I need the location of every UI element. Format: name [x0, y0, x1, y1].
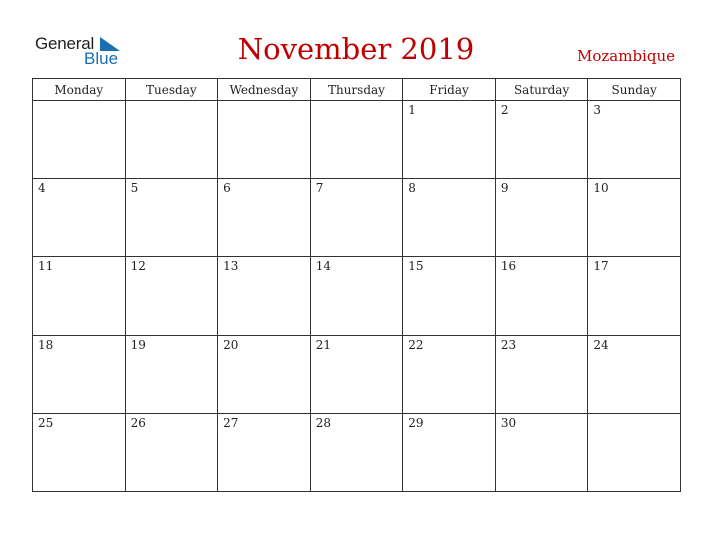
day-cell [495, 101, 588, 179]
day-cell [125, 101, 218, 179]
day-cell [33, 179, 126, 257]
day-number: 27 [223, 415, 239, 430]
day-cell [403, 101, 496, 179]
day-cell [588, 413, 681, 491]
day-cell [310, 101, 403, 179]
day-number: 22 [408, 337, 424, 352]
day-number: 20 [223, 337, 239, 352]
day-cell [588, 179, 681, 257]
day-cell [403, 413, 496, 491]
day-number: 9 [500, 181, 509, 196]
calendar-title: November 2019 [237, 32, 475, 66]
day-number [588, 414, 680, 416]
day-cell [310, 179, 403, 257]
day-number: 26 [130, 415, 146, 430]
day-cell [403, 179, 496, 257]
logo-blue-text: Blue [84, 49, 119, 68]
weekday-header: Thursday [310, 79, 403, 101]
day-number: 18 [38, 337, 54, 352]
day-number: 21 [315, 337, 331, 352]
week-row [33, 179, 681, 257]
day-number: 12 [130, 259, 146, 274]
day-number: 16 [500, 259, 517, 274]
day-number: 7 [315, 181, 324, 196]
day-number [218, 101, 310, 103]
day-number: 1 [408, 103, 416, 117]
day-cell [125, 179, 218, 257]
weekday-header: Friday [403, 79, 496, 101]
day-cell [495, 179, 588, 257]
week-row [33, 335, 681, 413]
day-cell [125, 257, 218, 335]
day-number: 2 [500, 103, 509, 117]
day-number: 23 [500, 337, 517, 352]
day-cell [218, 101, 311, 179]
day-number: 15 [408, 259, 424, 274]
weekday-header-row [33, 79, 681, 101]
day-number: 25 [38, 415, 54, 430]
day-number: 29 [408, 415, 424, 430]
day-cell [33, 101, 126, 179]
day-cell [218, 179, 311, 257]
week-row [33, 101, 681, 179]
weekday-header: Saturday [495, 79, 588, 101]
week-row [33, 413, 681, 491]
day-number [311, 101, 403, 103]
day-number: 14 [315, 259, 331, 274]
day-number: 5 [130, 181, 139, 196]
day-number [126, 101, 218, 103]
country-label: Mozambique [577, 47, 675, 65]
day-cell [218, 335, 311, 413]
day-cell [33, 335, 126, 413]
day-number: 10 [593, 181, 609, 196]
weekday-header: Monday [33, 79, 126, 101]
weekday-header: Tuesday [125, 79, 218, 101]
day-cell [588, 335, 681, 413]
day-cell [218, 257, 311, 335]
day-cell [310, 413, 403, 491]
weekday-header: Sunday [588, 79, 681, 101]
day-cell [588, 257, 681, 335]
weekday-header: Wednesday [218, 79, 311, 101]
day-cell [310, 257, 403, 335]
day-cell [495, 257, 588, 335]
day-cell [125, 335, 218, 413]
day-number: 24 [593, 337, 609, 352]
day-number: 8 [408, 181, 416, 196]
day-cell [125, 413, 218, 491]
day-number: 19 [130, 337, 146, 352]
logo-general-text: General [35, 34, 95, 53]
day-cell [403, 257, 496, 335]
day-number: 6 [223, 181, 231, 196]
day-number: 28 [315, 415, 331, 430]
day-cell [403, 335, 496, 413]
day-number: 4 [38, 181, 46, 196]
day-cell [495, 413, 588, 491]
day-number [33, 101, 125, 103]
day-cell [495, 335, 588, 413]
day-number: 17 [593, 259, 609, 274]
week-row [33, 257, 681, 335]
day-cell [588, 101, 681, 179]
day-number: 30 [500, 415, 517, 430]
day-cell [33, 413, 126, 491]
day-number: 11 [38, 259, 54, 274]
day-number: 13 [223, 259, 239, 274]
day-cell [310, 335, 403, 413]
calendar-grid [32, 78, 681, 492]
day-cell [218, 413, 311, 491]
day-number: 3 [593, 103, 602, 117]
day-cell [33, 257, 126, 335]
